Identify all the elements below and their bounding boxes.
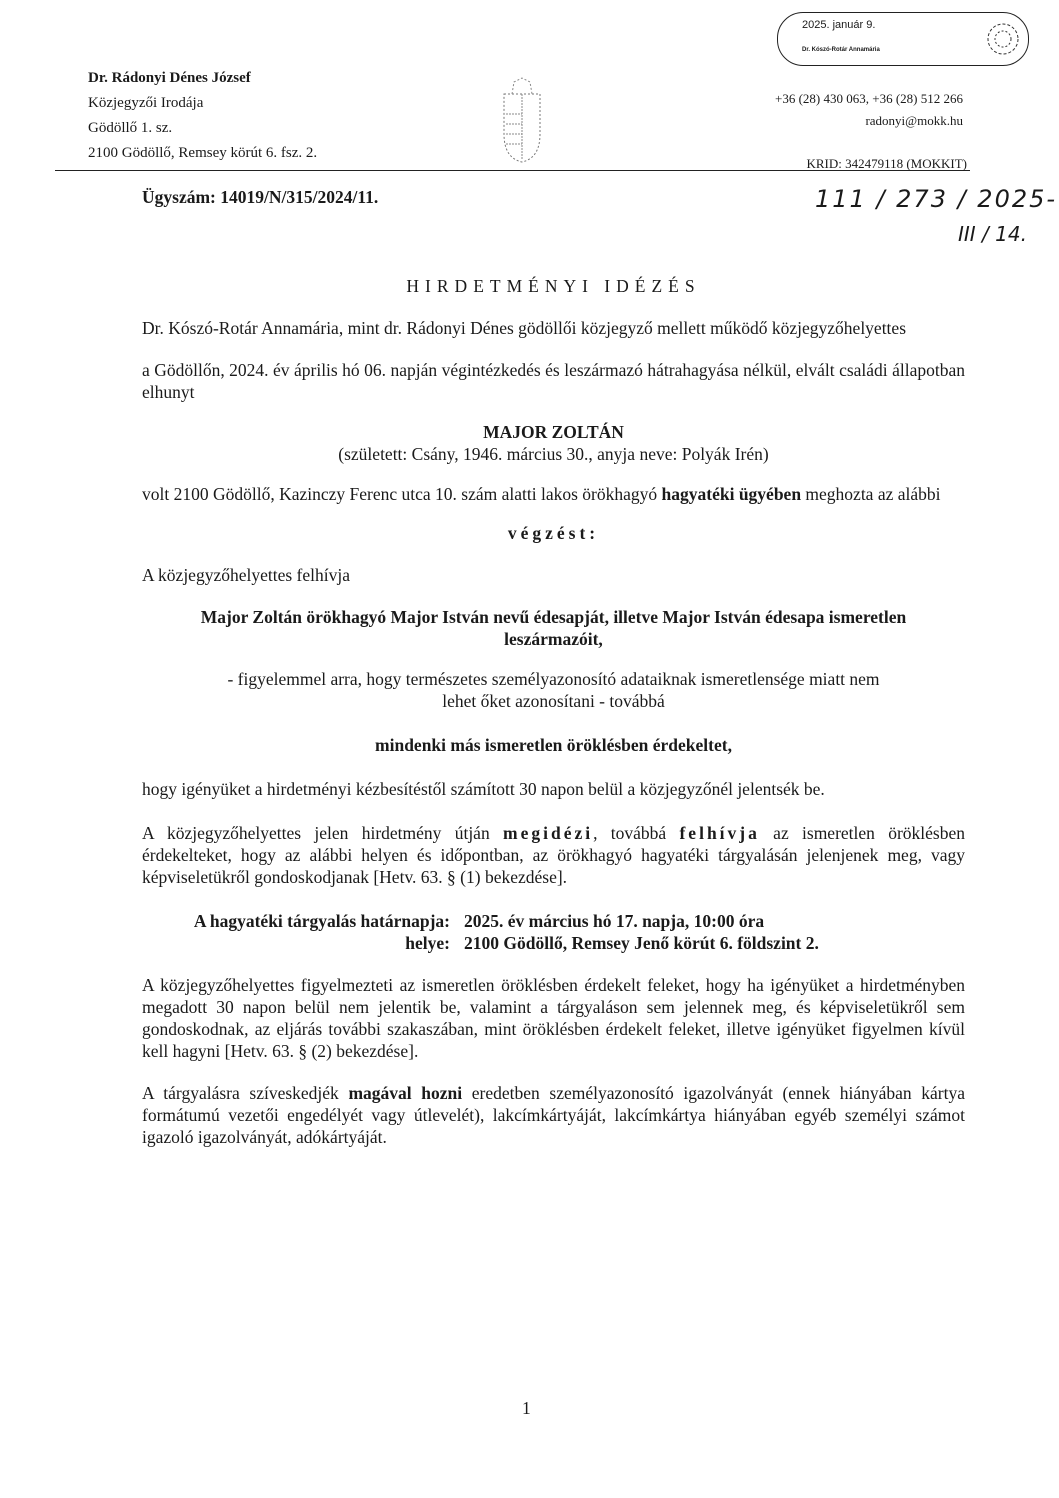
paragraph: A közjegyzőhelyettes felhívja <box>142 565 350 585</box>
text-bold: felhívja <box>679 823 760 843</box>
hearing-details <box>142 910 965 954</box>
handwritten-registration-2: III / 14. <box>958 222 1027 246</box>
text-bold: hagyatéki ügyében <box>661 484 802 504</box>
hearing-date-label: A hagyatéki tárgyalás határnapja: <box>193 911 450 931</box>
document-body <box>142 276 965 1148</box>
seal-icon <box>983 19 1023 59</box>
other-addressees: mindenki más ismeretlen öröklésben érdekeltet, <box>375 735 732 755</box>
paragraph <box>142 483 965 505</box>
signature-stamp <box>777 12 1029 66</box>
document-title: HIRDETMÉNYI IDÉZÉS <box>406 276 701 296</box>
text: volt 2100 Gödöllő, Kazinczy Ferenc utca 10. szám alatti lakos örökhagyó <box>142 484 662 504</box>
case-number: Ügyszám: 14019/N/315/2024/11. <box>142 187 379 207</box>
text: az ismeretlen öröklésben érdekelteket, hogy az alábbi helyen és időpontban, az örökhagyó hagyatéki tárgyalásán jelenjenek meg, vagy képviseletükről gondoskodjanak [Hetv. 63. § (1) bekezdése]. <box>142 823 965 887</box>
email: radonyi@mokk.hu <box>865 113 963 128</box>
stamp-date: 2025. január 9. <box>802 19 876 31</box>
text: , továbbá <box>593 823 680 843</box>
stamp-signer: Dr. Kószó-Rotár Annamária <box>802 47 880 53</box>
office-address: 2100 Gödöllő, Remsey körút 6. fsz. 2. <box>88 145 318 161</box>
deceased-details: (született: Csány, 1946. március 30., anyja neve: Polyák Irén) <box>338 444 769 464</box>
text: meghozta az alábbi <box>801 484 941 504</box>
office-seat: Gödöllő 1. sz. <box>88 120 173 136</box>
hearing-date: 2025. év március hó 17. napja, 10:00 óra <box>464 911 765 931</box>
text: A tárgyalásra szíveskedjék <box>142 1083 349 1103</box>
office-name: Közjegyzői Irodája <box>88 95 204 111</box>
paragraph <box>142 1082 965 1148</box>
paragraph: Dr. Kószó-Rotár Annamária, mint dr. Rádonyi Dénes gödöllői közjegyző mellett működő közjegyzőhelyettes <box>142 318 907 338</box>
contact-info <box>775 88 963 132</box>
hearing-place: 2100 Gödöllő, Remsey Jenő körút 6. földszint 2. <box>464 933 819 953</box>
notary-name: Dr. Rádonyi Dénes József <box>88 70 251 86</box>
page-number: 1 <box>522 1398 531 1418</box>
phone-numbers: +36 (28) 430 063, +36 (28) 512 266 <box>775 91 963 106</box>
text: eredetben személyazonosító igazolványát (ennek hiányában kártya formátumú vezetői engedélyét vagy útlevelét), lakcímkártyáját, lakcímkártya hiányában egyéb személyi számot igazoló igazolványát, adókártyáját. <box>142 1083 965 1147</box>
text-bold: magával hozni <box>348 1083 463 1103</box>
paragraph <box>142 822 965 888</box>
deceased-name: MAJOR ZOLTÁN <box>483 422 624 442</box>
paragraph: - figyelemmel arra, hogy természetes személyazonosító adataiknak ismeretlensége miatt nem lehet őket azonosítani - továbbá <box>227 669 880 711</box>
coat-of-arms-icon <box>500 74 544 164</box>
hearing-place-label: helye: <box>405 933 450 953</box>
addressees: Major Zoltán örökhagyó Major István nevű édesapját, illetve Major István édesapa ismeretlen leszármazóit, <box>200 607 907 649</box>
text-bold: megidézi <box>503 823 594 843</box>
text: A közjegyzőhelyettes jelen hirdetmény útján <box>142 823 503 843</box>
krid: KRID: 342479118 (MOKKIT) <box>806 156 967 171</box>
paragraph: A közjegyzőhelyettes figyelmezteti az ismeretlen öröklésben érdekelt feleket, hogy ha igényüket a hirdetményben megadott 30 napon belül nem jelentik be, valamint a tárgyaláson sem jelennek meg, és képviseletükről sem gondoskodnak, az eljárás további szakaszában, mint öröklésben érdekelt feleket, illetve igényüket figyelmen kívül kell hagyni [Hetv. 63. § (2) bekezdése]. <box>142 975 965 1061</box>
handwritten-registration: 111 / 273 / 2025- <box>815 185 1058 213</box>
paragraph: a Gödöllőn, 2024. év április hó 06. napján végintézkedés és leszármazó hátrahagyása nélkül, elvált családi állapotban elhunyt <box>142 360 965 402</box>
office-header <box>88 66 317 166</box>
paragraph: hogy igényüket a hirdetményi kézbesítéstől számított 30 napon belül a közjegyzőnél jelentsék be. <box>142 779 825 799</box>
decision-heading: végzést: <box>507 523 600 543</box>
